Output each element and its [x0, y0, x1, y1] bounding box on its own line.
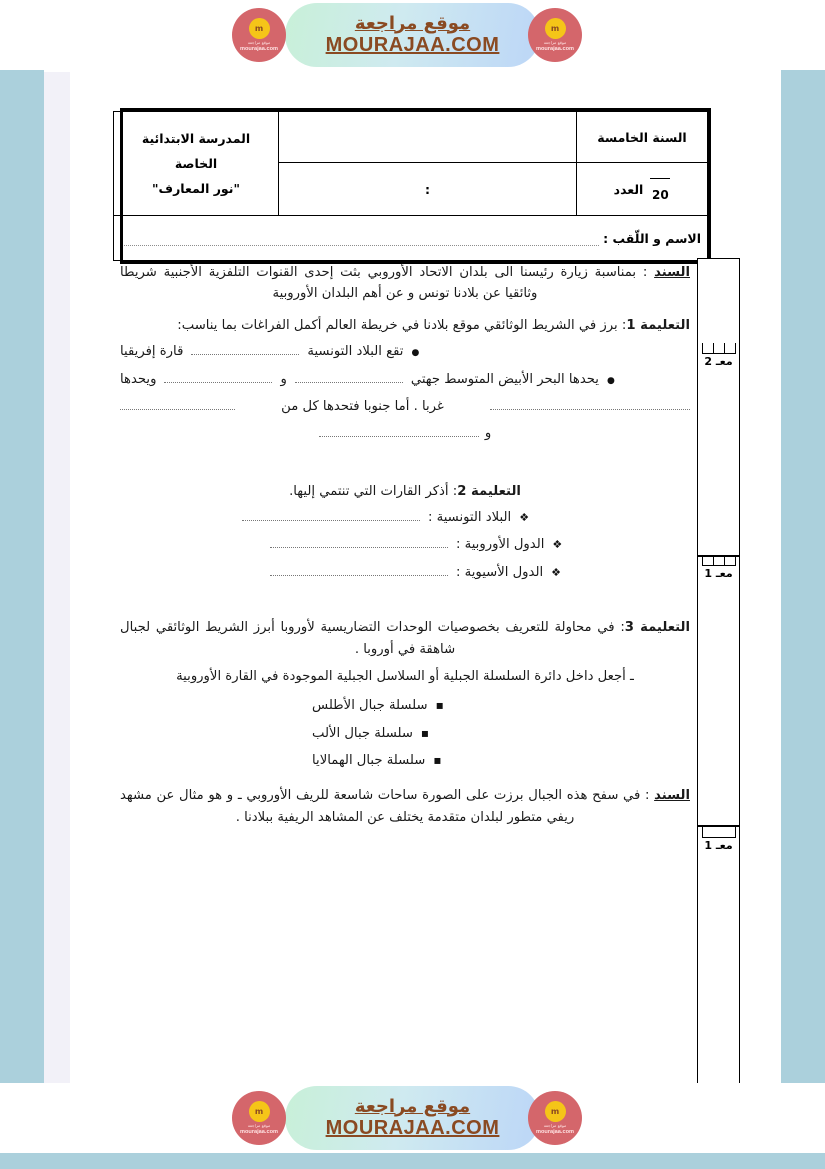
logo-badge-url: mourajaa.com	[240, 1128, 278, 1135]
instruction-2-label: التعليمة 2	[457, 483, 521, 499]
instruction-2-text: : أذكر القارات التي تنتمي إليها.	[289, 483, 458, 499]
logo-badge-arabic: موقع مراجعة	[543, 40, 567, 46]
site-logo-badge-right	[528, 8, 582, 62]
continuation-text-1: غربا . أما جنوبا فتحدها كل من	[281, 398, 444, 414]
bullet-floret-icon	[552, 539, 562, 550]
score-grid-ticks[interactable]	[702, 343, 736, 354]
instruction-block-1	[120, 315, 690, 445]
instruction-2-heading	[120, 481, 690, 502]
answer-blank-field[interactable]	[295, 372, 403, 383]
continent-item-3-label: الدول الأسيوية :	[456, 564, 544, 580]
instruction-1-continuation-line-2	[120, 423, 690, 444]
cell-exam-title-blank: :	[279, 163, 577, 216]
continuation-text-2: و	[484, 426, 492, 442]
logo-badge-url: mourajaa.com	[240, 45, 278, 52]
list-item	[120, 341, 690, 362]
score-cell-criterion-1b	[698, 827, 739, 852]
banner-arabic-title: موقع مراجعة	[354, 1095, 471, 1117]
blank-item-1-prefix: تقع البلاد التونسية	[307, 344, 404, 360]
instruction-3-label: التعليمة 3	[624, 620, 690, 636]
mark-denominator: 20	[652, 188, 669, 202]
instruction-3-subtask: ـ أجعل داخل دائرة السلسلة الجبلية أو السلاسل الجبلية الموجودة في القارة الأوروبية	[176, 668, 634, 684]
logo-emblem-icon: m	[249, 18, 270, 39]
answer-blank-field[interactable]	[164, 372, 272, 383]
score-grid-ticks[interactable]	[702, 555, 736, 566]
score-margin-box-2	[697, 556, 740, 826]
blank-item-2-conj: و	[280, 371, 287, 387]
list-item[interactable]	[120, 750, 690, 771]
source-1-label: السند	[654, 265, 690, 280]
mountain-option-3[interactable]: سلسلة جبال الهمالايا	[312, 753, 426, 768]
logo-badge-arabic: موقع مراجعة	[247, 40, 271, 46]
cell-school-name	[114, 112, 279, 216]
answer-blank-field[interactable]	[490, 399, 690, 410]
school-name-line2: "نور المعارف"	[152, 181, 240, 196]
instruction-block-3	[120, 617, 690, 771]
worksheet-body	[120, 262, 690, 836]
site-logo-badge-right	[528, 1091, 582, 1145]
score-margin-box-1	[697, 258, 740, 556]
score-cell-criterion-2	[698, 343, 739, 368]
list-item	[120, 562, 690, 583]
banner-site-url[interactable]: MOURAJAA.COM	[325, 1117, 500, 1140]
answer-blank-field[interactable]	[120, 399, 235, 410]
table-row	[114, 112, 708, 163]
score-label-criterion-1b: معـ 1	[704, 839, 733, 852]
bullet-dot-icon	[411, 346, 419, 358]
mark-label: العدد	[613, 181, 644, 197]
mark-fraction	[650, 177, 670, 201]
list-item[interactable]	[120, 723, 690, 744]
site-logo-badge-left	[232, 8, 286, 62]
instruction-1-text: : برز في الشريط الوثائقي موقع بلادنا في خريطة العالم أكمل الفراغات بما يناسب:	[177, 317, 627, 333]
list-item[interactable]	[120, 695, 690, 716]
bottom-banner	[0, 1083, 825, 1153]
logo-badge-arabic: موقع مراجعة	[247, 1123, 271, 1129]
logo-emblem-icon: m	[249, 1101, 270, 1122]
instruction-1-list	[120, 341, 690, 390]
site-logo-badge-left	[232, 1091, 286, 1145]
school-name-line1: المدرسة الابتدائية الخاصة	[141, 131, 251, 171]
student-name-input[interactable]	[124, 234, 599, 246]
instruction-block-2	[120, 481, 690, 584]
logo-badge-url: mourajaa.com	[536, 1128, 574, 1135]
banner-arabic-title: موقع مراجعة	[354, 12, 471, 34]
score-label-criterion-2: معـ 2	[704, 355, 733, 368]
cell-subject-blank	[279, 112, 577, 163]
student-name-row	[120, 231, 701, 246]
list-item	[120, 534, 690, 555]
answer-blank-field[interactable]	[270, 565, 448, 576]
mountain-option-2[interactable]: سلسلة جبال الألب	[312, 725, 413, 741]
blank-item-2-suffix: ويحدها	[120, 371, 157, 387]
logo-badge-arabic: موقع مراجعة	[543, 1123, 567, 1129]
bullet-floret-icon	[519, 512, 529, 523]
blank-item-1-suffix: قارة إفريقيا	[120, 344, 184, 360]
bullet-square-icon	[433, 754, 441, 766]
instruction-3-heading	[120, 617, 690, 660]
cell-student-name	[114, 216, 708, 261]
source-2-label: السند	[654, 788, 690, 804]
continent-item-1-label: البلاد التونسية :	[428, 510, 512, 525]
answer-blank-field[interactable]	[191, 344, 299, 355]
score-margin-box-3	[697, 826, 740, 1084]
banner-site-url[interactable]: MOURAJAA.COM	[325, 34, 500, 57]
score-cell-criterion-1a	[698, 555, 739, 580]
logo-emblem-icon: m	[545, 1101, 566, 1122]
instruction-2-list	[120, 507, 690, 583]
logo-emblem-icon: m	[545, 18, 566, 39]
bullet-dot-icon	[607, 374, 615, 386]
source-1-text: : بمناسبة زيارة رئيسنا الى بلدان الاتحاد الأوروبي بثت إحدى القنوات التلفزية الأجنبية شريطا وثائقيا عن بلادنا تونس و عن أهم البلدان الأوروبية	[120, 265, 655, 302]
bullet-floret-icon	[551, 567, 561, 578]
bullet-square-icon	[436, 699, 444, 711]
source-2-text: : في سفح هذه الجبال برزت على الصورة ساحات شاسعة للريف الأوروبي ـ و هو مثال عن مشهد ريفي متطور لبلدان متقدمة يختلف عن المشاهد الريفية ببلادنا .	[120, 788, 655, 825]
instruction-1-heading	[120, 315, 690, 336]
answer-blank-field[interactable]	[270, 537, 448, 548]
banner-title-group	[285, 3, 540, 67]
mark-numerator-blank[interactable]	[650, 178, 670, 188]
logo-badge-url: mourajaa.com	[536, 45, 574, 52]
continent-item-2-label: الدول الأوروبية :	[456, 537, 545, 553]
instruction-1-continuation-line-1	[120, 396, 690, 417]
list-item	[120, 369, 690, 390]
score-label-criterion-1a: معـ 1	[704, 567, 733, 580]
cell-mark-box	[577, 163, 708, 216]
instruction-1-label: التعليمة 1	[626, 317, 690, 333]
answer-blank-field[interactable]	[242, 510, 420, 521]
list-item	[120, 507, 690, 528]
table-row	[114, 216, 708, 261]
cell-school-year: السنة الخامسة	[577, 112, 708, 163]
source-paragraph-2	[120, 785, 690, 828]
instruction-3-text: : في محاولة للتعريف بخصوصيات الوحدات التضاريسية لأوروبا أبرز الشريط الوثائقي لجبال شاهقة في أوروبا .	[120, 620, 625, 657]
mountain-option-1[interactable]: سلسلة جبال الأطلس	[312, 698, 428, 714]
bullet-square-icon	[421, 727, 429, 739]
answer-blank-field[interactable]	[319, 426, 479, 437]
mountain-range-list	[120, 695, 690, 771]
exam-header-table	[120, 108, 711, 264]
blank-item-2-prefix: يحدها البحر الأبيض المتوسط جهتي	[410, 371, 599, 387]
score-grid-open[interactable]	[702, 827, 736, 838]
student-name-label: الاسم و اللّقب :	[603, 230, 701, 246]
mark-wrapper	[583, 177, 701, 201]
top-banner	[0, 0, 825, 70]
banner-title-group	[285, 1086, 540, 1150]
source-paragraph-1	[120, 262, 690, 305]
